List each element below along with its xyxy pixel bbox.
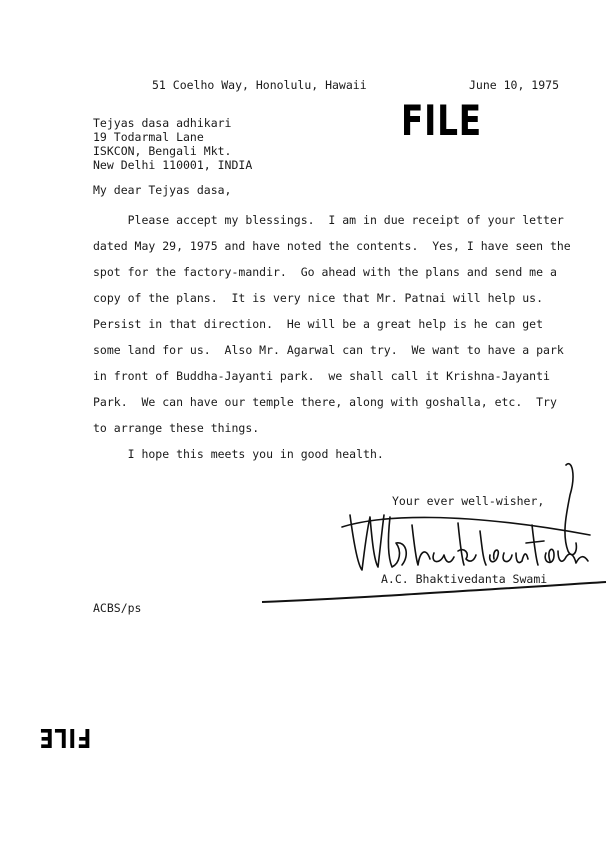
body-line: Park. We can have our temple there, along with goshalla, etc. Try: [93, 395, 557, 409]
recipient-city: New Delhi 110001, INDIA: [93, 158, 253, 172]
body-line: Persist in that direction. He will be a great help is he can get: [93, 317, 544, 331]
body-line: spot for the factory-mandir. Go ahead with the plans and send me a: [93, 265, 557, 279]
signatory-name: A.C. Bhaktivedanta Swami: [381, 572, 548, 586]
sender-address: 51 Coelho Way, Honolulu, Hawaii: [152, 78, 367, 92]
file-stamp-inverted: FILE: [38, 722, 92, 752]
closing: Your ever well-wisher,: [392, 494, 545, 508]
body-line: in front of Buddha-Jayanti park. we shall call it Krishna-Jayanti: [93, 369, 550, 383]
body-line: to arrange these things.: [93, 421, 260, 435]
body-line: I hope this meets you in good health.: [93, 447, 384, 461]
file-stamp: FILE: [401, 96, 482, 145]
letter-date: June 10, 1975: [469, 78, 560, 92]
body-line: Please accept my blessings. I am in due receipt of your letter: [93, 213, 564, 227]
body-line: dated May 29, 1975 and have noted the contents. Yes, I have seen the: [93, 239, 571, 253]
recipient-org: ISKCON, Bengali Mkt.: [93, 144, 232, 158]
recipient-name: Tejyas dasa adhikari: [93, 116, 232, 130]
body-line: some land for us. Also Mr. Agarwal can try. We want to have a park: [93, 343, 564, 357]
typist-initials: ACBS/ps: [93, 601, 142, 615]
body-paragraph-1: [93, 207, 593, 441]
salutation: My dear Tejyas dasa,: [93, 183, 232, 197]
recipient-street: 19 Todarmal Lane: [93, 130, 204, 144]
body-line: copy of the plans. It is very nice that Mr. Patnai will help us.: [93, 291, 544, 305]
signature-underline: [0, 576, 608, 606]
